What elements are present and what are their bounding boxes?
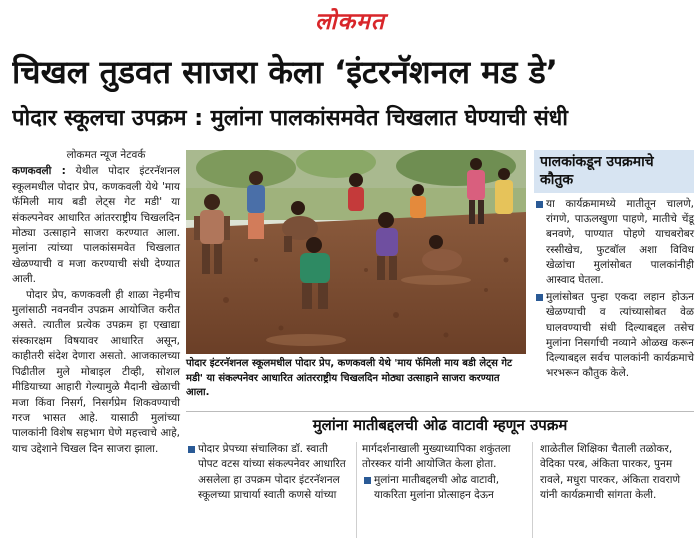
- paragraph-2: पोदार प्रेप, कणकवली ही शाळा नेहमीच मुलांसाठी नवनवीन उपक्रम आयोजित करीत असते. त्यातील प्रत्येक उपक्रम हा एखाद्या संस्कारक्षम विषयावर आधारित असून, काहीतरी संदेश देणारा असतो. आजकालच्या पिढीतील मुले मोबाइल टीव्ही, सोशल मीडियाच्या आहारी गेल्यामुळे मैदानी खेळाची मजा किंवा निसर्ग, निसर्गप्रेम शिकवण्याची गरज भासत आहे. यासाठी मुलांच्या पालकांनी विशेष सहभाग घेणे महत्त्वाचे आहे, याच उद्देशाने चिखल दिन साजरा झाला.: [12, 288, 180, 455]
- newspaper-logo: लोकमत: [314, 8, 386, 35]
- masthead: [0, 4, 700, 36]
- section-divider: [186, 411, 694, 412]
- subheadline: पोदार स्कूलचा उपक्रम : मुलांना पालकांसमवेत चिखलात घेण्याची संधी: [12, 106, 568, 131]
- sidebar-item-text: या कार्यक्रमामध्ये मातीतून चालणे, रांगणे, पाऊलखुणा पाहणे, मातीचे चेंडू बनवणे, पाण्यात पोहणे याचबरोबर रस्सीखेच, फुटबॉल अशा विविध खेळांचा मुलांसोबत पालकांनीही आस्वाद घेतला.: [546, 198, 694, 287]
- sidebar-list: [534, 197, 694, 381]
- box-item-text: मुलांना मातीबद्दलची ओढ वाटावी, याकरिता मुलांना प्रोत्साहन देऊन: [374, 473, 500, 502]
- box-item-text: पोदार प्रेपच्या संचालिका डॉ. स्वाती पोपट वटस यांच्या संकल्पनेवर आधारित असलेला हा उपक्रम पोदार इंटरनॅशनल स्कूलच्या प्राचार्या स्वाती कणसे यांच्या: [198, 443, 346, 502]
- box-title: मुलांना मातीबद्दलची ओढ वाटावी म्हणून उपक्रम: [312, 416, 568, 434]
- box-item: [362, 473, 526, 504]
- box-column-1: [186, 442, 350, 505]
- box-list-2: [362, 473, 526, 504]
- byline: लोकमत न्यूज नेटवर्क: [66, 149, 146, 161]
- photo-caption: पोदार इंटरनॅशनल स्कूलमधील पोदार प्रेप, कणकवली येथे 'माय फॅमिली माय बडी लेट्स गेट मडी' या संकल्पनेवर आधारित आंतरराष्ट्रीय चिखलदिन मोठ्या उत्साहाने साजरा करण्यात आला.: [186, 358, 513, 398]
- headline: चिखल तुडवत साजरा केला ‘इंटरनॅशनल मड डे’: [12, 53, 558, 91]
- box-column-3: [540, 442, 694, 504]
- column-divider: [356, 442, 357, 538]
- news-photo: [186, 150, 526, 354]
- paragraph-1: [12, 164, 180, 287]
- paragraph-1-text: येथील पोदार इंटरनॅशनल स्कूलमधील पोदार प्रेप, कणकवली येथे 'माय फॅमिली माय बडी लेट्स गेट मडी' या संकल्पनेवर आधारित आंतरराष्ट्रीय चिखलदिन मोठ्या उत्साहाने साजरा करण्यात आला. मुलांना त्यांच्या पालकांसमवेत चिखलात खेळण्याची व मजा करण्याची संधी देण्यात आली.: [12, 165, 180, 286]
- square-bullet-icon: [364, 477, 371, 484]
- article-body: [12, 148, 180, 457]
- dateline: कणकवली :: [12, 165, 66, 178]
- sidebar-item: [534, 197, 694, 288]
- box-text: मार्गदर्शनाखाली मुख्याध्यापिका शकुंतला तोरस्कर यांनी आयोजित केला होता.: [362, 443, 511, 471]
- square-bullet-icon: [536, 201, 543, 208]
- sidebar-item: [534, 290, 694, 381]
- box-text: शाळेतील शिक्षिका चैताली तळोकर, वेदिका परब, अंकिता पारकर, पुनम रावले, मधुरा पारकर, अंकिता रावराणे यांनी कार्यक्रमाची सांगता केली.: [540, 443, 681, 502]
- box-list-1: [186, 442, 350, 504]
- square-bullet-icon: [188, 446, 195, 453]
- sidebar-item-text: मुलांसोबत पुन्हा एकदा लहान होऊन खेळण्याची व त्यांच्यासोबत वेळ घालवण्याची संधी दिल्याबद्दल तसेच मुलांना निसर्गाची नव्याने ओळख करून दिल्याबद्दल सर्वच पालकांनी कार्यक्रमाचे भरभरून कौतुक केले.: [546, 291, 694, 380]
- column-divider: [532, 442, 533, 538]
- sidebar-box: [534, 150, 694, 383]
- square-bullet-icon: [536, 294, 543, 301]
- box-item: [186, 442, 350, 504]
- sidebar-title: पालकांकडून उपक्रमाचे कौतुक: [534, 150, 694, 193]
- children-playing-in-mud-photo: [186, 150, 526, 354]
- box-column-2: [362, 442, 526, 505]
